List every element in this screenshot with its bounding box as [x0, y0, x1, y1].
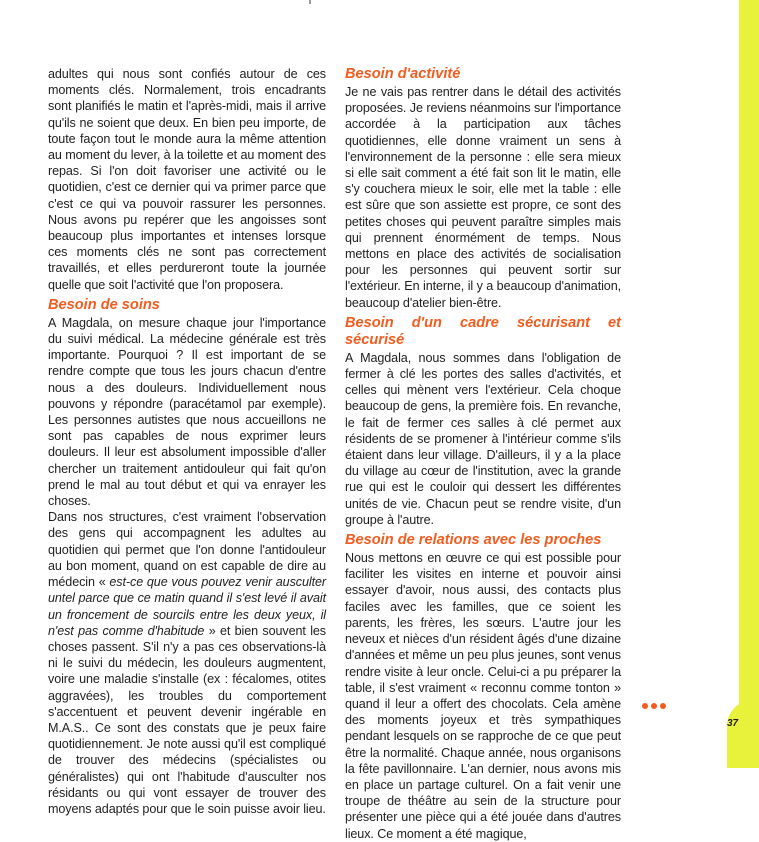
- paragraph: Je ne vais pas rentrer dans le détail des activités proposées. Je reviens néanmoins sur l'importance accordée à la participation aux tâches quotidiennes, elle donne vraiment un sens à l'environnement de la personne : elle sera mieux si elle sait comment a été fait son lit le matin, elle s'y couchera mieux le soir, elle met la table : elle est sûre que son assiette est propre, ce sont des petites choses qui peuvent paraître simples mais qui prennent énormément de temps. Nous mettons en place des activités de socialisation pour les personnes qui peuvent sortir sur l'extérieur. En interne, il y a beaucoup d'animation, beaucoup d'atelier bien-être.: [345, 85, 621, 310]
- text-span: » et bien souvent les choses passent. S'il n'y a pas ces observations-là ni le suivi du médecin, les douleurs augmentent, voire une maladie s'installe (ex : fécalomes, otites aggravées), les troubles du comportement s'accentuent et peuvent devenir ingérable en M.A.S.. Ce sont des constats que je peux faire quotidiennement. Je note aussi qu'il est compliqué de trouver des médecins (spécialistes ou généralistes) qui ont l'habitude d'ausculter nos résidants ou qui vont essayer de trouver des moyens adaptés pour que le soin puisse avoir lieu.: [48, 623, 326, 816]
- section-heading-soins: Besoin de soins: [48, 296, 160, 313]
- right-column: [345, 66, 621, 842]
- doctor-quote: est-ce que vous pouvez venir ausculter untel parce que ce matin quand il s'est levé il avait un froncement de sourcils entre les deux yeux, il n'est pas comme d'habitude: [48, 575, 326, 638]
- section-heading-cadre: Besoin d'un cadre sécurisant et sécurisé: [345, 314, 621, 348]
- text-span: Dans nos structures, c'est vraiment l'observation des gens qui accompagnent les adultes au quotidien qui permet que l'on donne l'antidouleur au bon moment, quand on est capable de dire au médecin «: [48, 510, 326, 590]
- section-heading-relations: Besoin de relations avec les proches: [345, 532, 602, 549]
- yellow-accent-corner: [727, 700, 759, 768]
- continuation-dots-icon: [642, 703, 666, 709]
- section-heading-activite: Besoin d'activité: [345, 66, 461, 82]
- crop-mark: [309, 0, 311, 4]
- yellow-accent-bar: [739, 0, 759, 768]
- paragraph: adultes qui nous sont confiés autour de ces moments clés. Normalement, trois encadrants sont planifiés le matin et l'après-midi, mais il arrive qu'ils ne soient que deux. En bien peu importe, de toute façon tout le monde aura la même attention au moment du lever, à la toilette et au moment des repas. Si l'on doit favoriser une activité ou le quotidien, c'est ce dernier qui va primer parce que c'est ce qui va pouvoir rassurer les personnes. Nous avons pu repérer que les angoisses sont beaucoup plus importantes et intenses lorsque ces moments clés ne sont pas correctement travaillés, et elles perdureront toute la journée quelle que soit l'activité que l'on proposera.: [48, 67, 326, 292]
- paragraph: A Magdala, on mesure chaque jour l'importance du suivi médical. La médecine générale est très importante. Pourquoi ? Il est important de se rendre compte que tous les jours chacun d'entre nous a des douleurs. Individuellement nous pouvons y répondre (paracétamol par exemple). Les personnes autistes que nous accueillons ne sont pas capables de nous exprimer leurs douleurs. Il leur est absolument impossible d'aller chercher un traitement antidouleur qui fait qu'on prend le mal au tout début et qui va enrayer les choses.: [48, 315, 326, 509]
- paragraph-with-quote: [48, 509, 326, 817]
- left-column: [48, 66, 326, 817]
- paragraph: A Magdala, nous sommes dans l'obligation de fermer à clé les portes des salles d'activités, et celles qui mènent vers l'extérieur. Cela choque beaucoup de gens, la première fois. En revanche, le fait de fermer ces salles à clé permet aux résidents de se promener à l'intérieur comme s'ils étaient dans leur village. D'ailleurs, il y a la place du village au cœur de l'institution, avec la grande rue qui est le couloir qui dessert les différentes unités de vie. Chacun peut se rendre visite, d'un groupe à l'autre.: [345, 350, 621, 527]
- page-number: 37: [727, 718, 739, 729]
- paragraph: Nous mettons en œuvre ce qui est possible pour faciliter les visites en interne et pouvoir ainsi essayer d'avoir, nous aussi, des contacts plus faciles avec les familles, que ce soient les parents, les frères, les sœurs. L'autre jour les neveux et nièces d'un résident âgés d'une dizaine d'années et même un peu plus jeunes, sont venus rendre visite à leur oncle. Celui-ci a pu préparer la table, il s'est vraiment « reconnu comme tonton » quand il leur a offert des chocolats. Cela amène des moments joyeux et très sympathiques pendant lesquels on se rapproche de ce que peut être la normalité. Chaque année, nous organisons la fête pavillonnaire. L'an dernier, nous avons mis en place un partage culturel. On a fait venir une troupe de théâtre au sein de la structure pour présenter une pièce qui a été jouée dans d'autres lieux. Ce moment a été magique,: [345, 551, 621, 841]
